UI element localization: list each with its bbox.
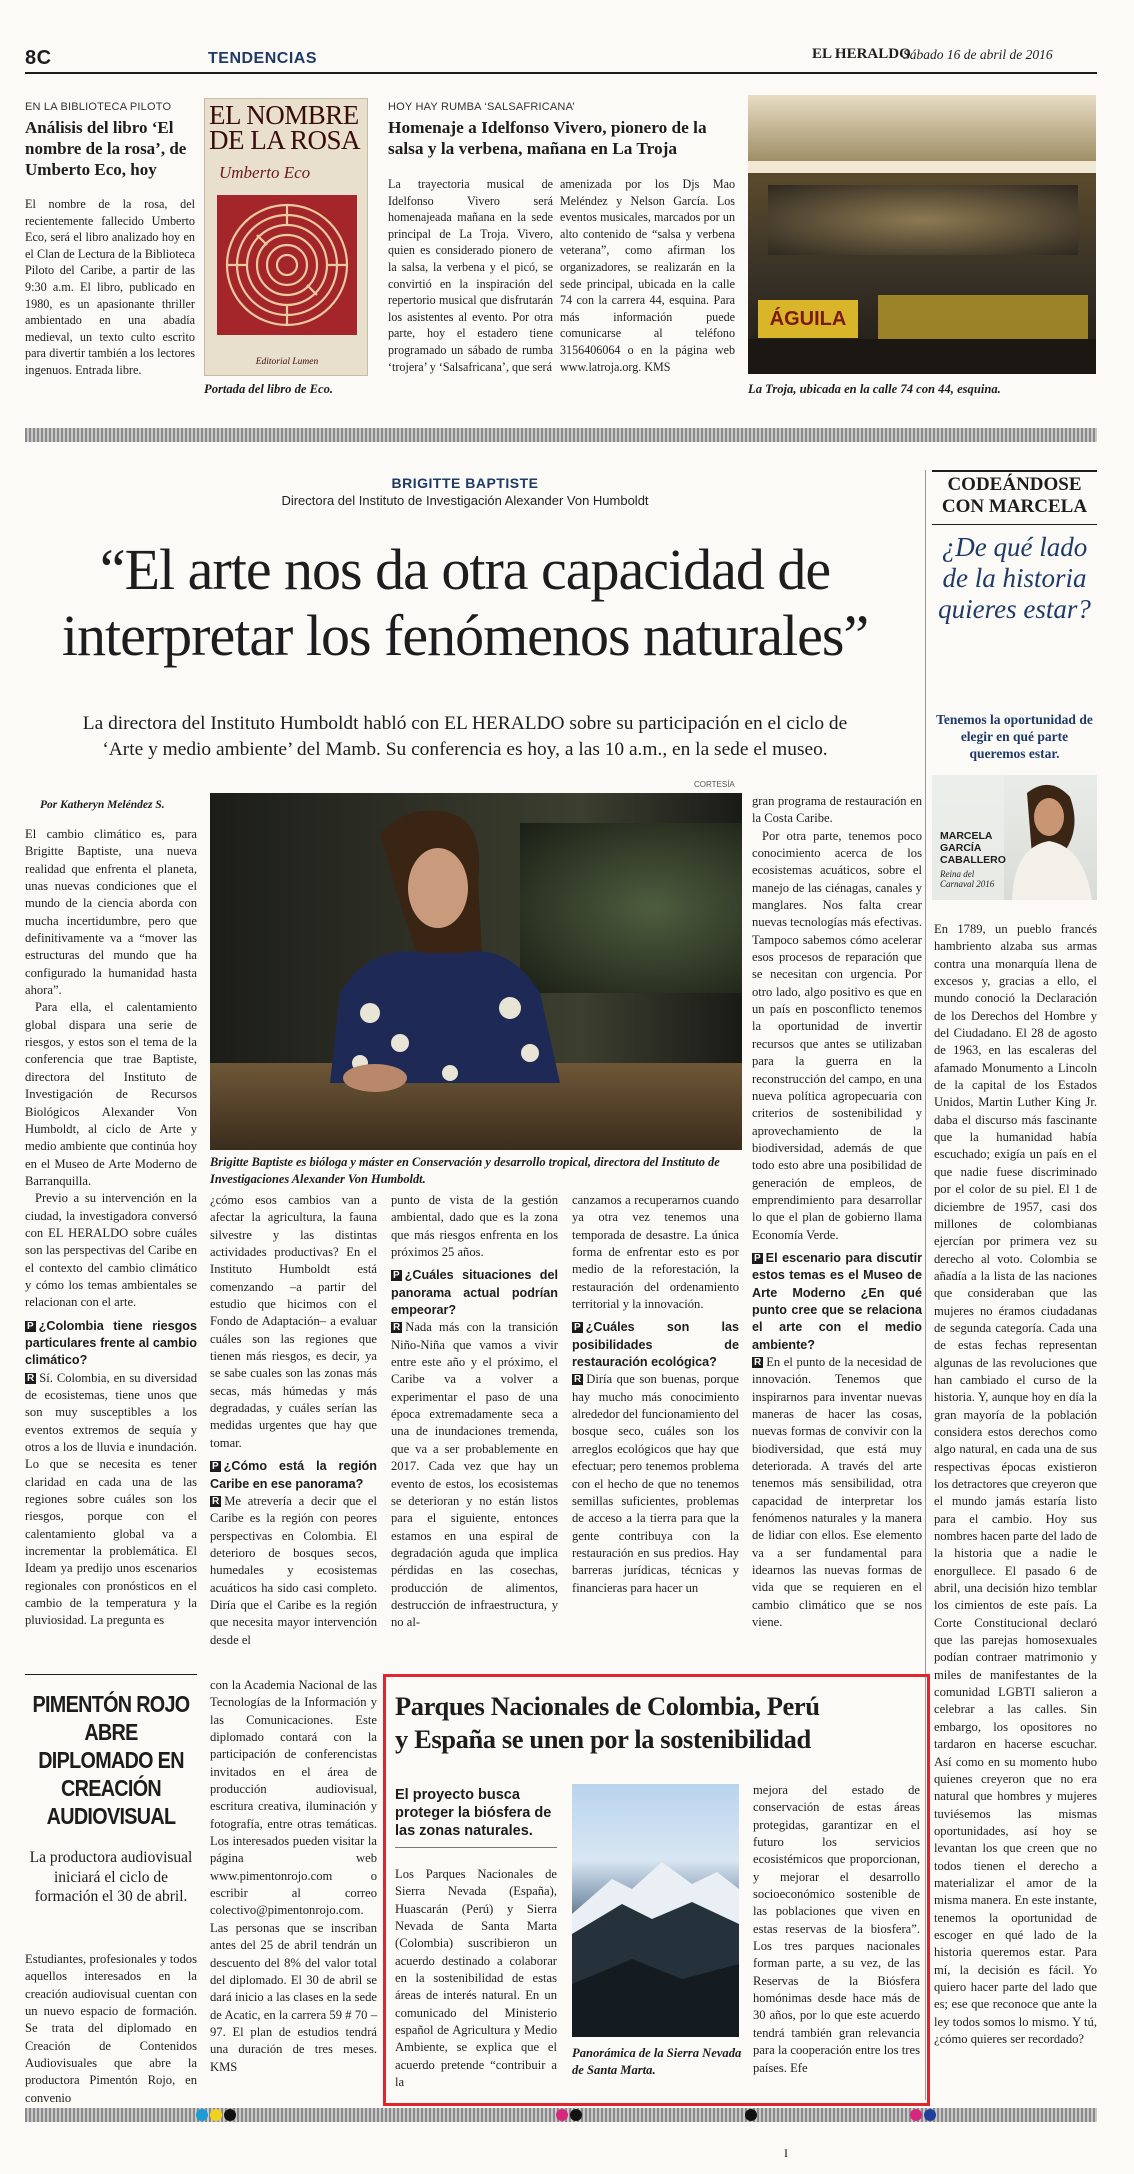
main-headline-line2: interpretar los fenómenos naturales” [61,603,869,668]
libro-body: El nombre de la rosa, del recientemente fallecido Umberto Eco, será el libro analizado hoy en el Clan de Lectura de la Biblioteca Piloto del Caribe, a partir de las 9:30 a.m. El libro, publicado en 1980, es un apasionante thriller ambientado en una abadía medieval, un texto culto escrito para divertir también a los lectores ingenuos. Entrada libre. [25,197,195,377]
main-col2-a: ¿cómo esos cambios van a afectar la agricultura, la fauna silvestre y las distintas actividades productivas? En el Instituto Humboldt está comenzando –a partir del estudio que hicimos con el Fondo de Adaptación– a evaluar cuáles son las regiones que tienen más riesgos, es decir, ya se sabe cuales son las zonas más secas, más húmedas y más degradadas, y cuáles serían las medidas urgentes que hay que tomar. [210,1193,377,1450]
parques-body-col1: Los Parques Nacionales de Sierra Nevada (España), Huascarán (Perú) y Sierra Nevada de Santa Marta (Colombia) suscribieron un acuerdo destinado a colaborar en la sostenibilidad de estas áreas de interés natural. En un comunicado del Ministerio español de Agricultura y Medio Ambiente, se explica que el acuerdo pretende “contribuir a la [395,1867,557,2090]
parques-subhead-rule [395,1847,557,1848]
libro-cover [204,98,368,376]
q-label-4: P [574,1322,581,1334]
registration-marks [0,2108,1134,2122]
column-body: En 1789, un pueblo francés hambriento alzaba sus armas contra una monarquía llena de excesos y, gracias a ello, el mundo conoció la Declaración de los Derechos del Hombre y del Ciudadano. El 28 de agosto de 1963, en las escaleras del afamado Monumento a Lincoln de la capital de los Estados Unidos, Martin Luther King Jr. daba el discurso más fascinante que la humanidad había escuchado; exigía un país en el que nadie fuese discriminado por el color de su piel. El 1 de diciembre de 1957, casi dos millones de colombianas ejercían por primera vez su derecho al voto. Colombia se añadía a la lista de las naciones que consideraban que las mujeres no éramos ciudadanas de segunda categoría. Cada una de estas fechas representan algunas de las revoluciones que han cambiado el curso de la historia. Y, aunque hoy en día la gran mayoría de la población considera estos derechos como algo natural, en cada una de sus respectivas épocas existieron los detractores que creyeron que el mundo jamás estaría listo para el cambio. Hoy sus nombres hacen parte del lado de la historia que a nadie le enorgullece. El pasado 6 de abril, una decisión hizo temblar los cimientos de este país. La Corte Constitucional declaró que las parejas homosexuales podían contraer matrimonio y miles de manifestantes de la comunidad LGBTI salieron a celebrar a las calles. Sin embargo, los opositores no tardaron en hacerse escuchar. Así como en su momento hubo quienes creyeron que no era natural que hombres y mujeres tuviésemos las mismas oportunidades, así hoy se levantan los que creen que no todos tienen el derecho a materializar el amor de la misma manera. En este instante, tenemos la oportunidad de escoger en qué lado de la historia queremos estar. Para mí, la decisión es fácil. Yo quiero hacer parte del lado que es; ese que reconoce que ante la ley todos somos lo mismo. Y tú, ¿cómo quieres ser recordado? [934,922,1097,2046]
libro-headline: Análisis del libro ‘El nombre de la rosa’, de Umberto Eco, hoy [25,118,187,179]
main-photo [210,793,742,1150]
main-q1: ¿Colombia tiene riesgos particulares frente al cambio climático? [25,1318,197,1368]
parques-body-col3: mejora del estado de conservación de estas áreas protegidas, garantizar en el futuro los servicios ecosistémicos que proporcionan, y mejorar el desarrollo socioeconómico sostenible de las poblaciones que viven en estas reservas de la biosfera”. Los tres parques nacionales forman parte, a su vez, de las Reservas de la Biósfera homónimas desde hace más de 30 años, por lo que este acuerdo tendrá también gran relevancia para la cooperación entre los tres países. Efe [753,1783,920,2075]
q-label-2: P [212,1461,219,1473]
column-question: ¿De qué lado de la historia quieres estar? [938,532,1091,624]
main-col3-a: punto de vista de la gestión ambiental, dado que es la zona que más riesgos enfrenta en los próximos 25 años. [391,1193,558,1260]
page-number: 8C [25,47,52,69]
reg-mark-yellow [210,2109,222,2121]
main-photo-caption: Brigitte Baptiste es bióloga y máster en Conservación y desarrollo tropical, directora del Instituto de Investigaciones Alexander Von Humboldt. [210,1155,720,1186]
libro-cover-author: Umberto Eco [219,163,311,182]
main-col4-a: canzamos a recuperarnos cuando ya otra vez tenemos una temporada de desastre. La única forma de enfrentar esto es por medio de la reforestación, la restauración del ordenamiento territorial y la innovación. [572,1193,739,1312]
main-deck-line2: ‘Arte y medio ambiente’ del Mamb. Su conferencia es hoy, a las 10 a.m., en la sede el museo. [102,739,828,760]
parques-headline-line2: y España se unen por la sostenibilidad [395,1724,811,1754]
main-col3 [391,1192,558,1630]
main-a3: Nada más con la transición Niño-Niña que vamos a vivir entre este año y el próximo, el Caribe va a volver a experimentar el paso de una época extremadamente seca a una de inundaciones tremenda, que va a ser probablemente en 2017. Cada vez que hay un evento de estos, los ecosistemas se deterioran y no están listos para el siguiente, entonces estamos en una espiral de degradación aguda que implica pérdidas en las cosechas, producción de alimentos, destrucción de infraestructura, y no al- [391,1320,558,1630]
main-col1-p3: Previo a su intervención en la ciudad, la investigadora conversó con EL HERALDO sobre cuáles son las perspectivas del Caribe en el contexto del cambio climático y cómo los temas ambientales se relacionan con el arte. [25,1191,197,1310]
author-title: Reina del Carnaval 2016 [940,869,995,889]
q-label-5: P [754,1252,761,1264]
reg-mark-cyan [196,2109,208,2121]
main-col1-p1: El cambio climático es, para Brigitte Baptiste, una nueva realidad que enfrenta el planeta, unas nuevas condiciones que el mundo de la ciencia aborda con mucha incertidumbre, pero que definitivamente va a “mover las estructuras del mundo que ha configurado la humanidad hasta ahora”. [25,827,197,998]
a-label-2: R [212,1495,220,1507]
q-label-1: P [27,1320,34,1332]
column-title-rule [932,524,1097,525]
libro-cover-title: EL NOMBRE DE LA ROSA [209,100,361,155]
rumba-kicker: HOY HAY RUMBA ‘SALSAFRICANA’ [388,101,575,113]
author-name: MARCELA GARCÍA CABALLERO [940,830,1006,866]
byline: Por Katheryn Meléndez S. [40,799,165,811]
section-divider [25,428,1097,442]
main-col5-b: Por otra parte, tenemos poco conocimiento acerca de los ecosistemas acuáticos, sobre el manejo de las ciénagas, canales y manglares. Nos falta crear nuevas tecnologías más efectivas. Tampoco sabemos cómo acelerar esos procesos de reparación que se necesitan con urgencia. Por otro lado, algo positivo es que en un país en posconflicto tenemos la oportunidad de invertir recursos que antes se utilizaban para la guerra en la reconstrucción del campo, en una nueva política agropecuaria con criterios de sostenibilidad y aprovechamiento de la biodiversidad, además de que todo esto abre una posibilidad de generación de empleos, de emprendimiento para desarrollar lo que el plan de gobierno llama Economía Verde. [752,828,922,1242]
interviewee-role: Directora del Instituto de Investigación Alexander Von Humboldt [281,493,649,508]
main-q2: ¿Cómo está la región Caribe en ese panorama? [210,1459,377,1491]
header-rule [25,72,1097,74]
column-top-rule [932,470,1097,472]
reg-mark-k3 [745,2109,757,2121]
interviewee-name: BRIGITTE BAPTISTE [391,475,539,491]
libro-cover-publisher: Editorial Lumen [255,357,319,367]
main-col2 [210,1192,377,1647]
a-label-3: R [393,1322,401,1334]
main-q3: ¿Cuáles situaciones del panorama actual podrían empeorar? [391,1268,558,1318]
rumba-body-col2: amenizada por los Djs Mao Meléndez y Nelson García. Los eventos musicales, marcados por un alto contenido de “salsa y verbena veterana”, como afirman los organizadores, se realizarán en la sede principal, ubicada en la calle 74 con la carrera 44, esquina. Para más información puede comunicarse al teléfono 3156406064 o en la página web www.latroja.org. KMS [560,177,735,374]
mountain-illustration [572,1784,739,2037]
pimenton-headline-text: PIMENTÓN ROJO ABRE DIPLOMADO EN CREACIÓN AUDIOVISUAL [32,1691,190,1829]
pimenton-body-col2: con la Academia Nacional de las Tecnologías de la Información y las Comunicaciones. Este diplomado contará con la participación de conferencistas invitados en el área de producción audiovisual, escritura creativa, iluminación y fotografía, entre otras temáticas. Los interesados pueden visitar la página web www.pimentonrojo.com o escribir al correo colectivo@pimentonrojo.com. Las personas que se inscriban antes del 25 de abril tendrán un descuento del 8% del valor total del diplomado. El 30 de abril se dará inicio a las clases en la sede de Acatic, en la carrera 59 # 70 – 97. El plan de estudios tendrá una duración de tres meses. KMS [210,1678,377,2074]
main-col4 [572,1192,739,1616]
main-photo-figure [210,793,742,1150]
reg-mark-black [224,2109,236,2121]
main-deck-line1: La directora del Instituto Humboldt habló con EL HERALDO sobre su participación en el ciclo de [82,713,848,734]
main-q5: El escenario para discutir estos temas es el Museo de Arte Moderno ¿En qué punto cree que se relaciona el arte con el medio ambiente? [752,1250,922,1352]
rumba-caption: La Troja, ubicada en la calle 74 con 44, esquina. [748,382,1001,396]
main-col5-a: gran programa de restauración en la Costa Caribe. [752,794,922,826]
author-photo [932,775,1097,900]
rumba-headline: Homenaje a Idelfonso Vivero, pionero de la salsa y la verbena, mañana en La Troja [388,118,707,158]
q-label-3: P [393,1270,400,1282]
main-a2: Me atrevería a decir que el Caribe es la región con peores perspectivas en Colombia. El deterioro de bosques secos, humedales y ecosistemas acuáticos ha sido casi completo. Diría que el Caribe es la región que necesita mayor intervención desde el [210,1493,377,1647]
pimenton-body-col1: Estudiantes, profesionales y todos aquellos interesados en la creación audiovisual cuentan con un nuevo espacio de formación. Se trata del diplomado en Creación de Contenidos Audiovisuales que abre la productora Pimentón Rojo, en convenio [25,1952,197,2105]
main-a1: Sí. Colombia, en su diversidad de ecosistemas, tiene unos que son muy susceptibles a los eventos extremos de sequía y otros a los de lluvia e inundación. Lo que se necesita es tener claridad en cada una de las regiones sobre cuáles son los riesgos, porque con el calentamiento global va a incrementar la problemática. El Ideam ya predijo unos escenarios regionales con pronósticos en el cambio de la temperatura y la pluviosidad. La pregunta es [25,1370,197,1628]
photo-credit: CORTESÍA [694,780,735,789]
main-q4: ¿Cuáles son las posibilidades de restauración ecológica? [572,1320,739,1370]
rumba-photo [748,95,1096,374]
labyrinth-illustration [217,195,357,335]
rumba-body-col1: La trayectoria musical de Idelfonso Vivero será homenajeada mañana en la sede principal de La Troja. Vivero, quien es considerado pionero de la salsa, la verbena y el picó, se convirtió en la inspiración del repertorio musical que disfrutarán los asistentes al evento. Por otra parte, hoy el estadero tiene programado un sábado de rumba ‘trojera’ y ‘Salsafricana’, que será [388,177,553,374]
a-label-5: R [754,1357,762,1368]
masthead-date: Sábado 16 de abril de 2016 [903,47,1053,62]
section-name: TENDENCIAS [208,50,318,67]
rumba-photo-sign: ÁGUILA [758,300,858,338]
column-title: CODEÁNDOSE CON MARCELA [941,474,1088,517]
main-col1 [25,826,197,1628]
pimenton-top-rule [25,1674,197,1675]
libro-kicker: EN LA BIBLIOTECA PILOTO [25,101,172,113]
main-a4: Diría que son buenas, porque hay mucho más conocimiento alrededor del funcionamiento del bosque seco, cuáles son los arreglos ecológicos que hay que efectuar; pero tenemos problema con el hecho de que no tenemos semillas suficientes, problemas de acceso a la tierra para que la gente contribuya con la restauración en sus predios. Hay barreras jurídicas, técnicas y financieras para hacer un [572,1372,739,1595]
masthead-newspaper: EL HERALDO [812,46,911,62]
pimenton-headline [25,1690,197,1830]
reg-mark-red [910,2109,922,2121]
column-subhead: Tenemos la oportunidad de elegir en qué parte queremos estar. [936,712,1093,761]
parques-photo [572,1784,739,2037]
main-headline-line1: “El arte nos da otra capacidad de [99,537,831,602]
footer-page-marker: I [784,2146,788,2160]
libro-caption: Portada del libro de Eco. [204,382,334,396]
reg-mark-blue [924,2109,936,2121]
pimenton-deck: La productora audiovisual iniciará el ciclo de formación el 30 de abril. [29,1849,193,1905]
main-a5: En el punto de la necesidad de innovación. Tenemos que inspirarnos para inventar nuevas maneras de hacer las cosas, nuevas formas de convivir con la biodiversidad, que está muy deteriorada. A través del arte tenemos más sensibilidad, otra capacidad de interpretar los fenómenos naturales y la manera de lidiar con ellos. Ese elemento va a ser fundamental para idearnos las nuevas formas de vida que se requieren en el cambio climático que se nos viene. [752,1355,922,1630]
main-col1-p2: Para ella, el calentamiento global dispara una serie de riesgos, y estos son el tema de la conferencia que trae Baptiste, directora del Instituto de Investigación de Recursos Biológicos Alexander Von Humboldt, al ciclo de Arte y medio ambiente que continúa hoy en el Museo de Arte Moderno de Barranquilla. [25,1000,197,1188]
reg-mark-k2 [570,2109,582,2121]
parques-headline-line1: Parques Nacionales de Colombia, Perú [395,1691,820,1721]
main-col5 [752,793,922,1630]
reg-mark-magenta [556,2109,568,2121]
a-label-4: R [574,1374,582,1386]
parques-subhead: El proyecto busca proteger la biósfera de las zonas naturales. [395,1787,552,1839]
parques-caption: Panorámica de la Sierra Nevada de Santa Marta. [572,2046,742,2077]
a-label-1: R [27,1372,35,1384]
